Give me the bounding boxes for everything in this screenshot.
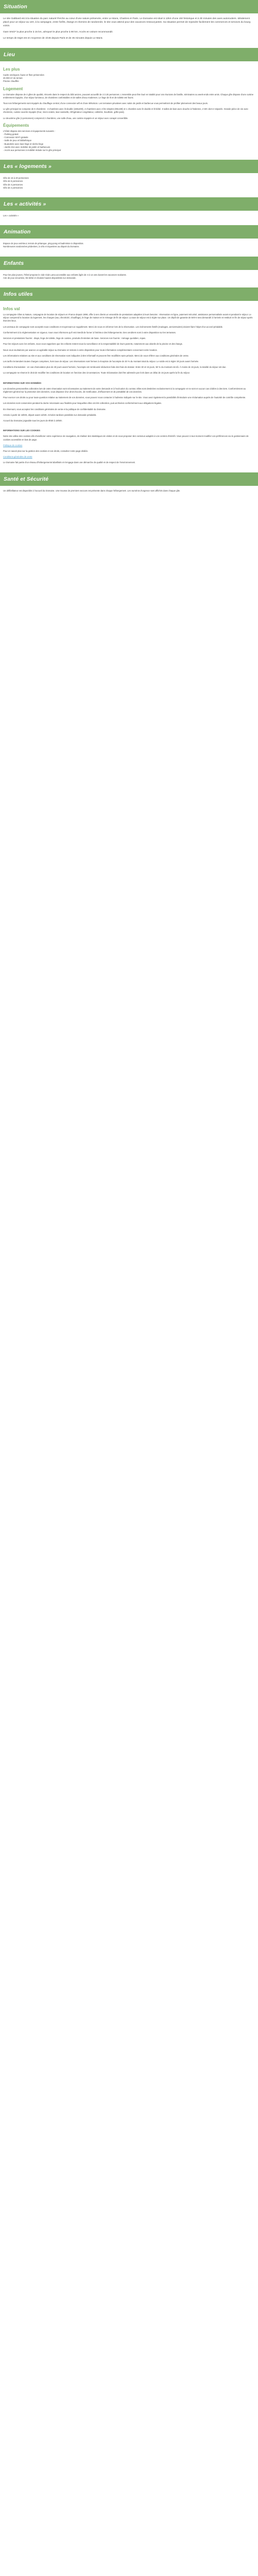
situation-paragraph-1: Le site Gabbard est à la situation du parc naturel Perche au cœur d'une nature préservée, entre Le Mans, Chartres et Paris. Le Domaine est situé à 12km d'une cité historique et à 30 minutes des axes autoroutiers. Idéalement placé pour un séjour au vert, à la campagne, entre forêts, étangs et chemins de randonnée, le site vous attend pour des vacances ressourçantes. Sa situation permet de rejoindre facilement les commerces et services du bourg voisin. bbox=[3, 18, 251, 27]
cookies-policy-link[interactable]: Politique de cookies bbox=[3, 444, 23, 447]
section-banner-animation: Animation bbox=[0, 225, 258, 239]
section-banner-logements: Les « logements » bbox=[0, 160, 258, 173]
section-banner-activites: Les « activités » bbox=[0, 197, 258, 211]
infos-subheading-donnees: INFORMATIONS SUR VOS DONNÉES bbox=[3, 381, 41, 384]
infos-subheading-1: Infos val bbox=[3, 307, 20, 312]
sante-section bbox=[0, 486, 258, 500]
infos-subheading-cookies: INFORMATIONS SUR LES COOKIES bbox=[3, 429, 40, 432]
section-banner-infos: Infos utiles bbox=[0, 287, 258, 301]
infos-paragraph-14: En réservant, vous acceptez les conditions générales de vente et la politique de confidentialité du Domaine. bbox=[3, 408, 106, 411]
infos-paragraph-6: Nous vous souhaitons par avance un agréable séjour au Domaine et restons à votre disposition pour toute information complémentaire concernant votre location. bbox=[3, 348, 158, 351]
lieu-logement-paragraph-1: Le Domaine dispose de 4 gîtes de qualité, rénovés dans le respect du bâti ancien, pouvant accueillir de 2 à 20 personnes. L'ensemble peut être loué en totalité pour vos réunions de famille, séminaires ou week-ends entre amis. Chaque gîte dispose d'une cuisine entièrement équipée, d'un séjour lumineux, de chambres confortables et de salles d'eau modernes. Le linge de lit et de toilette est fourni. bbox=[3, 93, 254, 99]
enfants-text: Pour les plus jeunes, l'hôtel propose le club Club Lama accessible aux enfants âgés de 4 à 12 ans durant les vacances scolaires. Aire de jeux sécurisée, lits bébé et chaises hautes disponibles sur demande. bbox=[3, 273, 127, 279]
infos-paragraph-5: Pour les séjours avec les enfants, nous vous rappelons que les enfants restent sous la surveillance et la responsabilité de leurs parents, notamment aux abords de la piscine et des étangs. bbox=[3, 343, 183, 346]
enfants-section bbox=[0, 270, 258, 287]
page bbox=[0, 0, 258, 511]
section-banner-situation: Situation bbox=[0, 0, 258, 13]
lieu-subheading-logement: Logement bbox=[3, 86, 23, 91]
lieu-section bbox=[0, 61, 258, 160]
situation-paragraph-2: Gare SNCF la plus proche à 15 km, aéroport le plus proche à 90 km. Accès en voiture recommandé. bbox=[3, 31, 114, 33]
situation-section bbox=[0, 13, 258, 48]
lieu-subheading-plus: Les plus bbox=[3, 67, 20, 72]
section-banner-lieu: Lieu bbox=[0, 48, 258, 61]
infos-section bbox=[0, 301, 258, 472]
lieu-logement-paragraph-3: Le gîte principal se compose de 6 chambres : 3 chambres avec lit double (160x200), 2 chambres avec 2 lits simples (90x190) et 1 chambre avec lit double et lit bébé. 3 salles de bain avec douche à l'italienne, 4 WC dont 2 séparés. Grande pièce de vie avec cheminée, cuisine ouverte équipée (four, micro-ondes, lave-vaisselle, réfrigérateur congélateur, cafetière, bouilloire, grille-pain). bbox=[3, 108, 249, 114]
logements-text: Gîte de 15 à 20 personnes Gîte de 6 personnes Gîte de 4 personnes Gîte de 2 personnes bbox=[3, 177, 29, 189]
lieu-equipements-text: L'hôtel dispose des services et équipements suivants : - Parking gratuit - Connexion Wi-Fi gratuite - Salle de jeux et bibliothèque - Buanderie avec lave-linge et sèche-linge - Jardin clos avec mobilier de jardin et barbecues - Accès aux personnes à mobilité réduite sur le gîte principal bbox=[3, 129, 61, 152]
infos-paragraph-12: Pour exercer ces droits ou pour toute question relative au traitement de vos données, vous pouvez nous contacter à l'adresse indiquée sur le site. Vous avez également la possibilité d'introduire une réclamation auprès de l'autorité de contrôle compétente. bbox=[3, 396, 246, 399]
infos-paragraph-17: Notre site utilise des cookies afin d'améliorer votre expérience de navigation, de réaliser des statistiques de visites et de vous proposer des contenus adaptés à vos centres d'intérêt. Vous pouvez à tout moment modifier vos préférences via le gestionnaire de cookies accessible en bas de page. bbox=[3, 435, 249, 441]
infos-paragraph-15: Arrivée à partir de 16h00, départ avant 11h00. Arrivées tardives possibles sur demande préalable. bbox=[3, 413, 97, 416]
animation-text: Espace de jeux extérieur, terrain de pétanque, ping-pong et badminton à disposition. Nombreuses randonnées pédestres, à vélo et équestres au départ du Domaine. bbox=[3, 242, 84, 248]
sante-text: Un défibrillateur est disponible à l'accueil du Domaine. Une trousse de premiers secours est présente dans chaque hébergement. Les numéros d'urgence sont affichés dans chaque gîte. bbox=[3, 489, 181, 492]
infos-paragraph-11: Les données personnelles collectées lors de votre réservation sont nécessaires au traitement de votre demande et à l'exécution du contrat. Elles sont destinées exclusivement à la compagnie et ne sont en aucun cas cédées à des tiers. Conformément au règlement général sur la protection des données, vous disposez d'un droit d'accès, de rectification, d'effacement et de portabilité de vos données. bbox=[3, 387, 246, 393]
lieu-logement-paragraph-4: Le deuxième gîte (4 personnes) comprend 2 chambres, une salle d'eau, une cuisine équipée et un séjour avec canapé convertible. bbox=[3, 116, 128, 120]
lieu-subheading-equipements: Équipements bbox=[3, 123, 29, 128]
terms-link[interactable]: Conditions générales de vente bbox=[3, 455, 33, 459]
infos-paragraph-4: Services et prestations fournis : draps, linge de toilette, linge de cuisine, produits d'entretien de base. Services non fournis : ménage quotidien, repas. bbox=[3, 337, 146, 340]
infos-paragraph-19: Le Domaine fait partie d'un réseau d'hébergements labellisés et s'engage dans une démarche de qualité et de respect de l'environnement. bbox=[3, 461, 136, 464]
lieu-logement-paragraph-2: Tous nos hébergements sont équipés du chauffage central, d'une connexion wifi et d'une télévision. Les terrasses privatives avec salon de jardin et barbecue vous permettront de profiter pleinement des beaux jours. bbox=[3, 102, 208, 105]
situation-paragraph-3: Le temps de trajet est en moyenne de 1h45 depuis Paris et de 45 minutes depuis Le Mans. bbox=[3, 37, 103, 40]
infos-paragraph-16: Accueil du Domaine joignable tous les jours de 9h00 à 19h00. bbox=[3, 419, 62, 422]
infos-paragraph-10: La compagnie se réserve le droit de modifier les conditions de location en fonction des circonstances. Toute réclamation doit être adressée par écrit dans un délai de 15 jours après la fin du séjour. bbox=[3, 371, 190, 375]
activites-section bbox=[0, 211, 258, 225]
animation-section bbox=[0, 239, 258, 256]
section-banner-sante: Santé et Sécurité bbox=[0, 472, 258, 486]
infos-paragraph-3: Conformément à la réglementation en vigueur, nous vous informons qu'il est interdit de fumer à l'intérieur des hébergements. Des cendriers sont à votre disposition sur les terrasses. bbox=[3, 331, 176, 334]
infos-paragraph-7: Les informations relatives au site et aux conditions de réservation sont indiquées à titre informatif et peuvent être modifiées sans préavis. Merci de vous référer aux conditions générales de vente. bbox=[3, 354, 189, 357]
lieu-plus-text: Cadre verdoyant, faune et flore préservées 25 000 m² de terrain Piscine chauffée bbox=[3, 74, 44, 83]
infos-paragraph-18: Pour en savoir plus sur la gestion des cookies et vos droits, consultez notre page dédiée. bbox=[3, 449, 89, 452]
infos-paragraph-8: Les tarifs s'entendent toutes charges comprises, hors taxe de séjour. Les réservations sont fermes à réception de l'acompte de 30 % du montant total du séjour. Le solde est à régler 30 jours avant l'arrivée. bbox=[3, 360, 199, 363]
activites-text: Les « activités » bbox=[3, 214, 19, 217]
infos-paragraph-2: Les animaux de compagnie sont acceptés sous conditions et moyennant un supplément. Merci de nous en informer lors de la réservation. Les événements festifs (mariages, anniversaires) doivent faire l'objet d'un accord préalable. bbox=[3, 325, 223, 328]
infos-paragraph-13: Les données sont conservées pendant la durée nécessaire aux finalités pour lesquelles elles ont été collectées, puis archivées conformément aux obligations légales. bbox=[3, 402, 162, 405]
infos-paragraph-1: La compagnie Gîtes & Nature, compagnie de location de séjours en France depuis 1998, offre à ses clients un ensemble de prestations adaptées à leurs besoins : réservation en ligne, paiement sécurisé, assistance personnalisée avant et pendant le séjour. Le séjour comprend la location du logement, les charges (eau, électricité, chauffage), le linge de maison et le ménage de fin de séjour. La taxe de séjour est à régler sur place. Un dépôt de garantie de 500 € sera demandé à l'arrivée et restitué en fin de séjour après état des lieux. bbox=[3, 313, 253, 323]
logements-section bbox=[0, 173, 258, 197]
section-banner-enfants: Enfants bbox=[0, 257, 258, 270]
infos-paragraph-9: Conditions d'annulation : en cas d'annulation plus de 30 jours avant l'arrivée, l'acompte est remboursé déduction faite des frais de dossier. Entre 30 et 15 jours, 50 % du montant est dû. À moins de 15 jours, la totalité du séjour est due. bbox=[3, 366, 227, 369]
